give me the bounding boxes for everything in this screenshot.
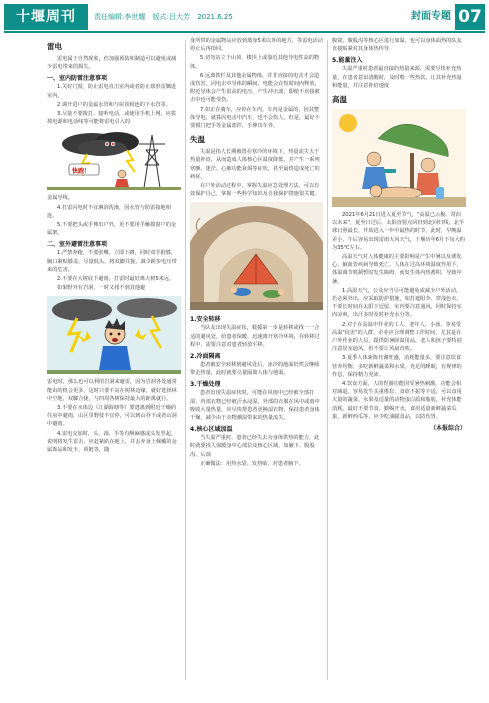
column-hypothermia [190,37,323,469]
paragraph: 5.不要把头或手伸出户外，更不要用手触摸窗户的金属架。 [47,222,177,237]
paragraph: 4.打雷闪电时不宜淋浴洗澡，因水管与防雷接地相连。 [47,204,171,219]
paragraph: 雷电属于自然现象，但加强预防和制造可以避免或减少雷电带来的损失。 [47,56,177,71]
paragraph: 金属导线。 [47,195,73,202]
illustration-lightning-strike [47,296,181,374]
paragraph: 身所带的金属物品应放到离身5米以外的地方，等雷电活动停止后再拾回。 [190,38,323,53]
paragraph: 如果野外有岩洞，一时又找不到其他避 [57,285,146,292]
paragraph: 1.严禁奔跑，不要张嘴，立即下蹲，同时双手抱膝，胸口紧贴膝盖，尽量低头，将双脚并拢，减少跨步电压带来的危害。 [47,250,177,273]
paragraph: 5.切勿站立于山顶、楼顶上或靠近其他导电性高的物体。 [190,55,320,70]
editorial-credits [94,4,238,30]
paragraph: 2.对于在高温中作业的工人、老年人、小孩、等易受高温"侵害"的人群，企业应合理调整工作时间，尤其是在户外作业的人员，提供防暑降温用品，老人和孩子要特别注意居室通风，但不要让风扇直吹。 [332,321,462,353]
illustration-lightning-run [47,130,181,190]
article-credit: （本报综合） [429,425,466,433]
paragraph: 3.夏季人体新陈代谢旺盛，消耗能量多，要注意饮食营养均衡，多吃新鲜蔬菜和水果，充足的睡眠，有规律的作息，保持精力充沛。 [332,355,462,378]
subheading: 2.冷面隔离 [190,353,221,361]
illustration-heatstroke-help [332,109,466,207]
illustration-cave-shelter [190,202,323,310]
column-divider [185,40,186,680]
subheading: 3.干燥处理 [190,381,221,389]
page-header [4,4,485,30]
paragraph: 4.雷电交加时，头、颈、手等有酥麻感或头发竖起，说明将发生雷击，应赶紧趴在地上，并丢弃身上佩戴的金属饰品和发卡、项链等，随 [47,430,177,454]
paragraph: 1.关好门窗，防止雷电直击室内或者防止球形雷飘进室内。 [47,84,177,99]
designer-credit: 版式:吕大芳 [152,13,190,21]
section-title: 封面专题 [411,11,451,22]
paragraph: 2.调开进户的金属水管和与屋顶相连的下水管等。 [57,101,171,108]
subheading: 一、室内防雷注意事项 [47,75,108,83]
illustration-caption-run: 快跑！ [72,168,91,176]
paragraph: 4.饮食方面，人的胃肠功能因受暑热刺激，功能会相对减退，容易发生头重倦怠、食欲不振等不适，可以食用大量的蔬菜、水果及适量的动物蛋白质和脂肪，补充体能消耗，最好不要节食，勤喝开水，食用适量新鲜蔬菜瓜果，新鲜西瓜等，应少吃油腻食品，以防伤胃。 [332,381,462,420]
paragraph: 7.如正在骑车，应停在车内。车内是金属的，因其整体导电，就算闪电击中汽车，也不会伤人，但是，最好不要摸门把手等金属部件，手伸出车外。 [190,106,320,130]
paragraph: 当失温严重时，患者已经失去为身体供热的能力，此时就要找人保暖身中心部位及核心区域，如腋下、腹股沟、后颈 [190,435,320,458]
paragraph: 雷电时，那么也可以利用岩洞来避雷，因为岩洞各处通常能由的机会更多，这时只要不站在树林边缘，就好选择林中空地，双脚合拢，与四周各树保持最大的距离就行。 [47,379,177,402]
paragraph: 患者被安全转移到避风处后，冰冷的地面仍然会继续带走热量，此时就要尽量隔离人体与地面。 [190,362,320,377]
subheading: 4.核心区域加温 [190,426,233,434]
heading-lightning: 雷电 [47,42,62,51]
heading-heat: 高温 [332,95,347,105]
paragraph: 当队友出现失温症状，救援第一步是转移或找一一合适的避风处，给患者保暖，迅速离开寒冷环境，在转移过程中，需要注意对患者轻放平移。 [190,325,320,348]
header-rule [4,31,485,33]
paragraph: 在户外活动过程中，掌握失温应急处理方法，可以有效保护自己，掌握一些科学知识及自我保护措施很关键。 [190,183,320,198]
paragraph: 患者出现失温症状时，可能在风雨中已经被全部打湿，内部衣物已经被汗水浸湿，外部的衣服在风中或雨中吸收大量热量，应尽快帮患者更换湿衣物，保持患者身体干燥，减少由于衣物潮湿带来的热量流失。 [190,390,320,422]
paragraph: 1.高温天气，公众应当尽可能避免或减少户外活动，若必须外出，应采取防护措施，如打遮阳伞、穿浅色衣、不要长时间在太阳下逗留，室内要注意通风，同时保持室内凉爽，出汗多时及时补充水分等。 [332,287,462,319]
issue-date: 2021.6.25 [197,13,233,21]
column-heat [332,37,466,432]
subheading: 5.能量注入 [332,57,363,65]
paragraph: 2.不要在大树底下避雨，打雷时最好离大树5米远。 [57,276,175,283]
paragraph: 失温是指人长期被置在寒冷的环境下，热量流失大于热量补给，从而造成人体核心区温度降低，并产生一系列寒颤、迷茫、心肺功能衰竭等症状，甚至最终造成死亡的病症。 [190,149,320,180]
paragraph: 腹窝、腹股沟等核心区进行加温，也可以身体面热的队友直接贴紧对其身体热传导 [332,38,462,53]
subheading: 二、室外避雷注意事项 [47,241,108,249]
paragraph: 高温天气对人体健康的主要影响是产生中暑以及诱发心、脑血管疾病导致死亡。人体在过高环境温度作用下，体温调节机制暂时发生障碍，而发生体内热蓄积，导致中暑。 [332,254,462,285]
column-lightning [47,37,181,455]
paragraph: 3.不要在水体边（江湖海塘等）要逃离到附近干燥的住房中避雨，山区里野枝不宜停，可以到山谷下或者山洞中避雨。 [47,405,177,428]
heading-hypothermia: 失温 [190,135,205,145]
paragraph: 失温严重时患者最直接的热量来源，需要尽快补充热量，在患者意识清醒时，及时喂一些热饮，让其补充热量和能量，并注意补给速度 [332,66,462,89]
editor-credit: 责任编辑:李世耀 [94,13,146,21]
paragraph: 2021年6月21日进入夏至节气，"高温已云极、常泪以未来"，夏至日过后，太阳直射点回归到北回归线，北半球日照最长，开始进入一年中最热的时节，此时，早晚温差小，午后容易出现雷雨大风天气，十堰历年6月下旬大约为35℃左右。 [332,212,465,251]
column-divider [327,40,328,680]
paragraph: 6.远离铁栏及其他金属物体，并非直接的电击才会造成伤害，闪电击中导体的瞬间，电能会在短时间内释放，附近导体会产生很高的电压，产生冲击波，即使不直接被击中也可能受伤。 [190,72,320,104]
page-number: 07 [455,4,485,30]
paragraph: 3.尽量不要拨打、接听电话，或使用手机上网，应拔掉电源和电话线等可能将雷电引入的 [47,111,177,126]
paragraph: 正确做法：用热水袋、发热贴、对患者腋下、 [200,460,304,467]
publication-brand: 十堰周刊 [4,4,88,30]
subheading: 1.安全转移 [190,316,221,324]
